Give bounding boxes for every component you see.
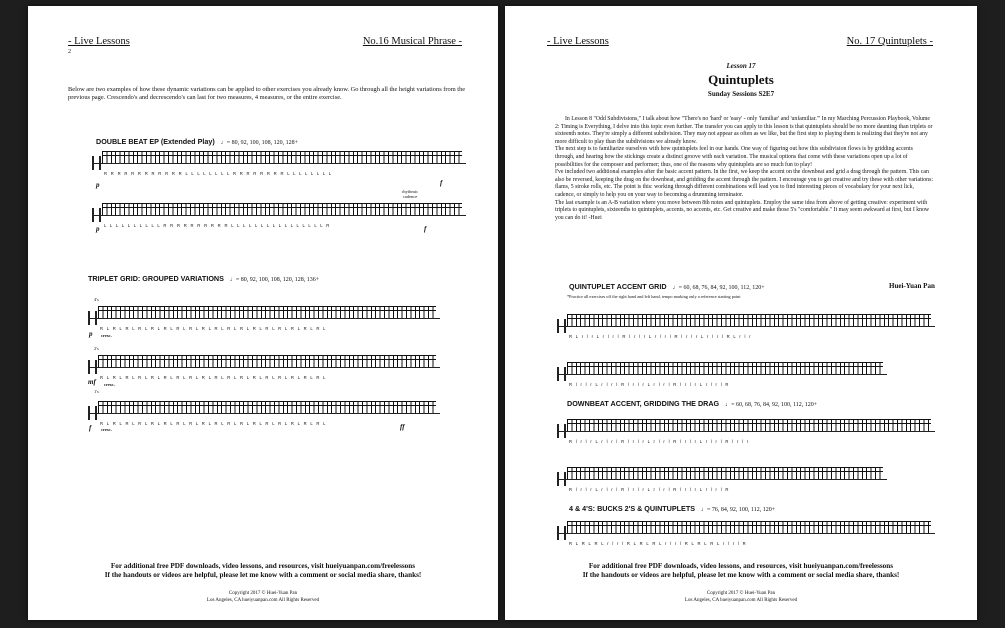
- section-title-downbeat-accent: DOWNBEAT ACCENT, GRIDDING THE DRAG ♩= 60, 68, 76, 84, 92, 100, 112, 120+: [567, 399, 818, 408]
- staff-10: [557, 526, 935, 546]
- lesson-title: Quintuplets: [708, 72, 774, 87]
- lesson-subtitle: Sunday Sessions S2E7: [707, 90, 775, 98]
- practice-note: *Practice all exercises off the right hand and left hand, tempo marking only a reference starting point: [567, 294, 741, 299]
- sticking-row: R L R L R L R L R L R L R L R L R L R L R L R L R L R L R L R L R L R L: [100, 326, 327, 331]
- right-footer: For additional free PDF downloads, video lessons, and resources, visit hueiyuanpan.com/freelessons If the handouts or videos are helpful, please let me know with a comment or social media share, thanks!: [582, 562, 900, 579]
- dynamic-marking: f: [440, 179, 443, 187]
- left-header-lesson: No.16 Musical Phrase -: [362, 36, 462, 47]
- lesson-number: Lesson 17: [726, 62, 756, 70]
- sticking-row: R L R L R L r l r l R L R L R L r l r l R L R L R L r l r l R: [569, 541, 747, 546]
- staff-9: [557, 472, 887, 492]
- sticking-row: R L r l r L r l r l R l r l r L r l r l R l r l r L r l r l R L r l r: [569, 334, 752, 339]
- dynamic-marking: ff: [400, 423, 405, 431]
- sticking-row: R L R L R L R L R L R L R L R L R L R L R L R L R L R L R L R L R L R L: [100, 421, 327, 426]
- staff-5: [88, 406, 440, 426]
- sticking-row: R l r l r L r l r l R l r l r L r l r l R l r l r L r l r l R l r l r: [569, 439, 750, 444]
- staff-7: [557, 367, 887, 387]
- staff-1: [92, 156, 466, 176]
- group-label: 2's: [94, 346, 99, 351]
- dynamic-marking: f: [424, 225, 427, 233]
- cresc-marking: cresc.: [101, 333, 112, 338]
- left-header-series: - Live Lessons: [68, 36, 130, 47]
- sticking-row: R l r l r L r l r l R l r l r L r l r l R l r l r L r l r l R: [569, 382, 730, 387]
- sticking-row: L L L L L L L L L L R R R R R R R R R R L L L L L L L L L L L L L L L L R: [104, 223, 331, 228]
- left-intro-text: Below are two examples of how these dynamic variations can be applied to other exercises you already know. Go through all the height variations from the previous page. Crescendo's and decrescendo's can last for two measures, 4 measures, or the entire exercise.: [68, 86, 466, 101]
- dynamic-marking: p: [89, 330, 93, 338]
- group-label: 4's: [94, 297, 99, 302]
- section-title-triplet-grid: TRIPLET GRID: GROUPED VARIATIONS ♩= 80, 92, 100, 108, 120, 128, 136+: [88, 274, 320, 283]
- dynamic-marking: mf: [88, 378, 96, 386]
- section-title-quintuplet-grid: QUINTUPLET ACCENT GRID ♩= 60, 68, 76, 84, 92, 100, 112, 120+: [569, 282, 765, 291]
- staff-4: [88, 360, 440, 380]
- composer-name: Huei-Yuan Pan: [889, 282, 935, 290]
- left-page: [28, 6, 498, 620]
- cresc-marking: cresc.: [101, 427, 112, 432]
- sticking-row: R R R R R R R R R R R R L L L L L L L L R R R R R R R R L L L L L L L L: [104, 171, 333, 176]
- staff-8: [557, 424, 935, 444]
- page-number: 2: [68, 49, 71, 55]
- rhythmic-cadence-label: rhythmic cadence: [401, 189, 419, 199]
- staff-3: [88, 311, 440, 331]
- cresc-marking: cresc.: [104, 382, 115, 387]
- dynamic-marking: f: [89, 424, 92, 432]
- section-title-double-beat: DOUBLE BEAT EP (Extended Play) ♩= 80, 92, 100, 108, 120, 128+: [96, 137, 299, 146]
- left-footer: For additional free PDF downloads, video lessons, and resources, visit hueiyuanpan.com/freelessons If the handouts or videos are helpful, please let me know with a comment or social media share, thanks!: [104, 562, 422, 579]
- sticking-row: R L R L R L R L R L R L R L R L R L R L R L R L R L R L R L R L R L R L: [100, 375, 327, 380]
- staff-2: [92, 208, 466, 228]
- right-header-lesson: No. 17 Quintuplets -: [846, 36, 933, 47]
- staff-6: [557, 319, 935, 339]
- right-header-series: - Live Lessons: [547, 36, 609, 47]
- right-body-text: In Lesson 8 "Odd Subdivisions," I talk about how "There's no 'hard' or 'easy' - only 'familiar' and 'unfamiliar.'" In my Marching Percussion Playbook, Volume 2: Timing is Everything, I delve into this topic even further. The transfer you can apply to this lesson is that quintuplets should be no more daunting than triplets or sixteenth notes. They're simply a different subdivision. They may not appear as often as we like, but the first step to playing them is realizing that they're not any more difficult to play than the subdivisions we already know. The next step is to familiarize ourselves with how quintuplets feel in our hands. One way of figuring out how this subdivision flows is by gridding accents through, and hearing how the stickings create a distinct groove with each variation. The musical options that come with these variations open up a lot of possibilities for the composer and performer; thus, one of the reasons why quintuplets are so much fun to play! I've included two additional examples after the basic accent pattern. In the first, we keep the accent on the downbeat and grid a drag through the pattern. This can also be reversed, keeping the drag on the downbeat, and gridding the accent through the pattern. I encourage you to get creative and try these with other variations: flams, 5 stroke rolls, etc. The point is this: working through different combinations will lead you to find interesting pieces of vocabulary for your next lick, cadence, or simply to help you on your way to becoming a drumming terminator. The last example is an A-B variation where you move between 8th notes and quintuplets. Employ the same idea from above of getting creative: experiment with triplets to quintuplets, sixteenths to quintuplets, accents, no accents, etc. Get creative and make those 5's "comfortable." It may seem awkward at first, but I know you can do it! -Huei: [555, 116, 933, 221]
- dynamic-marking: p: [96, 181, 100, 189]
- group-label: 1's: [94, 389, 99, 394]
- dynamic-marking: p: [96, 225, 100, 233]
- section-title-bucks: 4 & 4'S: BUCKS 2'S & QUINTUPLETS ♩= 76, 84, 92, 100, 112, 120+: [569, 504, 776, 513]
- right-page: [505, 6, 977, 620]
- sticking-row: R l r l r L r l r l R l r l r L r l r l R l r l r L r l r l R: [569, 487, 730, 492]
- left-copyright: Copyright 2017 © Huei-Yuan Pan Los Angeles, CA hueiyuanpan.com All Rights Reserved: [206, 591, 320, 603]
- right-copyright: Copyright 2017 © Huei-Yuan Pan Los Angeles, CA hueiyuanpan.com All Rights Reserved: [684, 591, 798, 603]
